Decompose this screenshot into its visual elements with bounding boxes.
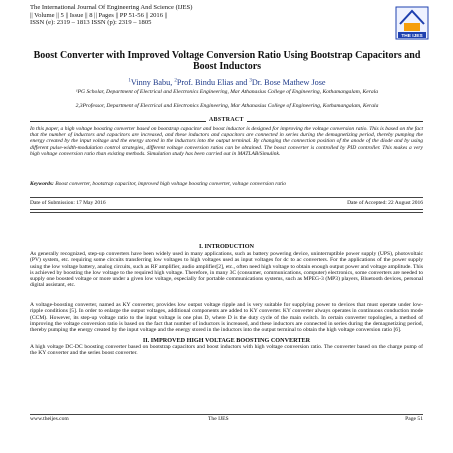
journal-logo	[395, 6, 429, 40]
author-list	[32, 78, 422, 87]
author-1-number: 1	[128, 78, 131, 84]
footer-rule	[30, 414, 423, 415]
footer-page-number: Page 51	[405, 416, 423, 422]
author-2-number: 2	[174, 78, 177, 84]
author-3-number: 3	[249, 78, 252, 84]
affiliation-2: 2,3Professor, Department of Electrical and Electronics Engineering, Mar Athanasius College of Engineering, Kothamangalam, Kerala	[75, 103, 379, 109]
keywords	[30, 181, 423, 187]
abstract-label: ABSTRACT	[206, 117, 247, 123]
divider-bottom	[30, 212, 423, 213]
body-paragraph-2: A voltage-boosting converter, named as KY converter, provides low output voltage ripple and is very suitable for supplying power to devices that must operate under low-ripple conditions [5]. In order to enlarge the output voltages, additional components are added to KY converter. KY converter always operates in continuous conduction mode (CCM). However, its step-up voltage ratio to the input voltage is one plus D, where D is the duty cycle of the main switch. In certain converter topologies, a method of improving the voltage conversion ratio is based on the fact that number of inductors is increased, and these inductors are connected in series during the demagnetizing period, thereby pumping the energy created by the input voltage and the energy stored in the inductors into the output terminal to obtain the high voltage conversion ratio [6].	[30, 302, 423, 334]
abstract-divider	[30, 118, 423, 124]
keywords-text: Boost converter, bootstrap capacitor, improved high voltage boosting converter, voltage conversion ratio	[53, 181, 286, 187]
body-paragraph-3: A high voltage DC-DC boosting converter based on bootstrap capacitors and boost inductors with high voltage conversion ratio. The converter based on the charge pump of the KY converter and the series boost converter.	[30, 344, 423, 357]
author-2-name: Prof. Bindu Elias and	[176, 78, 248, 87]
author-1-name: Vinny Babu,	[130, 78, 173, 87]
abstract-text: In this paper, a high voltage boosting converter based on bootstrap capacitor and boost inductor is designed for improving the voltage conversion ratio. This is based on the fact that the number of inductors and capacitors are increased, and these inductors and capacitors are connected in series during the demagnetizing period, thereby pumping the energy created by the input voltage and the energy stored in the inductors into the output terminal. By changing the connection position of the anode of the diode and by using different pulse-width-modulation control strategies, different voltage conversion ratios can be obtained. The boost converter is controlled by PID controller. This makes a very high voltage conversion ratio than existing methods. Simulation study has been carried out in MATLAB/Simulink.	[30, 126, 423, 157]
submission-date: Date of Submission: 17 May 2016	[30, 200, 106, 206]
divider-top	[30, 197, 423, 198]
issn-info: ISSN (e): 2319 – 1813 ISSN (p): 2319 – 1805	[30, 19, 152, 27]
section-heading-converter: II. IMPROVED HIGH VOLTAGE BOOSTING CONVERTER	[142, 337, 311, 344]
footer-journal: The IJES	[208, 416, 229, 422]
journal-name: The International Journal Of Engineering And Science (IJES)	[30, 4, 193, 11]
section-heading-introduction: I. INTRODUCTION	[198, 243, 254, 250]
affiliation-1: ¹PG Scholar, Department of Electrical and Electronics Engineering, Mar Athanasius College of Engineering, Kothamangalam, Kerala	[75, 89, 379, 95]
journal-header	[30, 4, 330, 27]
volume-info: || Volume || 5 || Issue || 8 || Pages || PP 51-56 || 2016 ||	[30, 11, 168, 19]
paper-title: Boost Converter with Improved Voltage Conversion Ratio Using Bootstrap Capacitors and Boost Inductors	[33, 50, 421, 72]
logo-text: THE IJES	[401, 34, 423, 39]
acceptance-date: Date of Accepted: 22 August 2016	[347, 200, 423, 206]
body-paragraph-1: As generally recognized, step-up converters have been widely used in many applications, such as battery powering device, uninterruptible power supply (UPS), photovoltaic (PV) system, etc. requiring some circuits transferring low voltages to high voltages used as input voltages for dc to ac converters. For the applications of the power supply using the low voltage battery, analog circuits, such as RF amplifier, audio amplifier[2], etc., often need high voltage to obtain enough output power and voltage amplitude. This is achieved by boosting the low voltage to the required high voltage. Therefore, in many 3C (consumer, communications, computer) electronics, some converters are needed to supply one boosted voltage or more under a given low voltage, especially for portable communications systems, such as MPEG-3 (MP3) players, Bluetooth devices, personal digital assistant, etc.	[30, 251, 423, 289]
author-3-name: Dr. Bose Mathew Jose	[251, 78, 326, 87]
footer-website: www.theijes.com	[30, 416, 69, 422]
divider-mid	[30, 209, 423, 210]
keywords-label: Keywords:	[30, 181, 54, 187]
page-footer	[30, 416, 423, 424]
